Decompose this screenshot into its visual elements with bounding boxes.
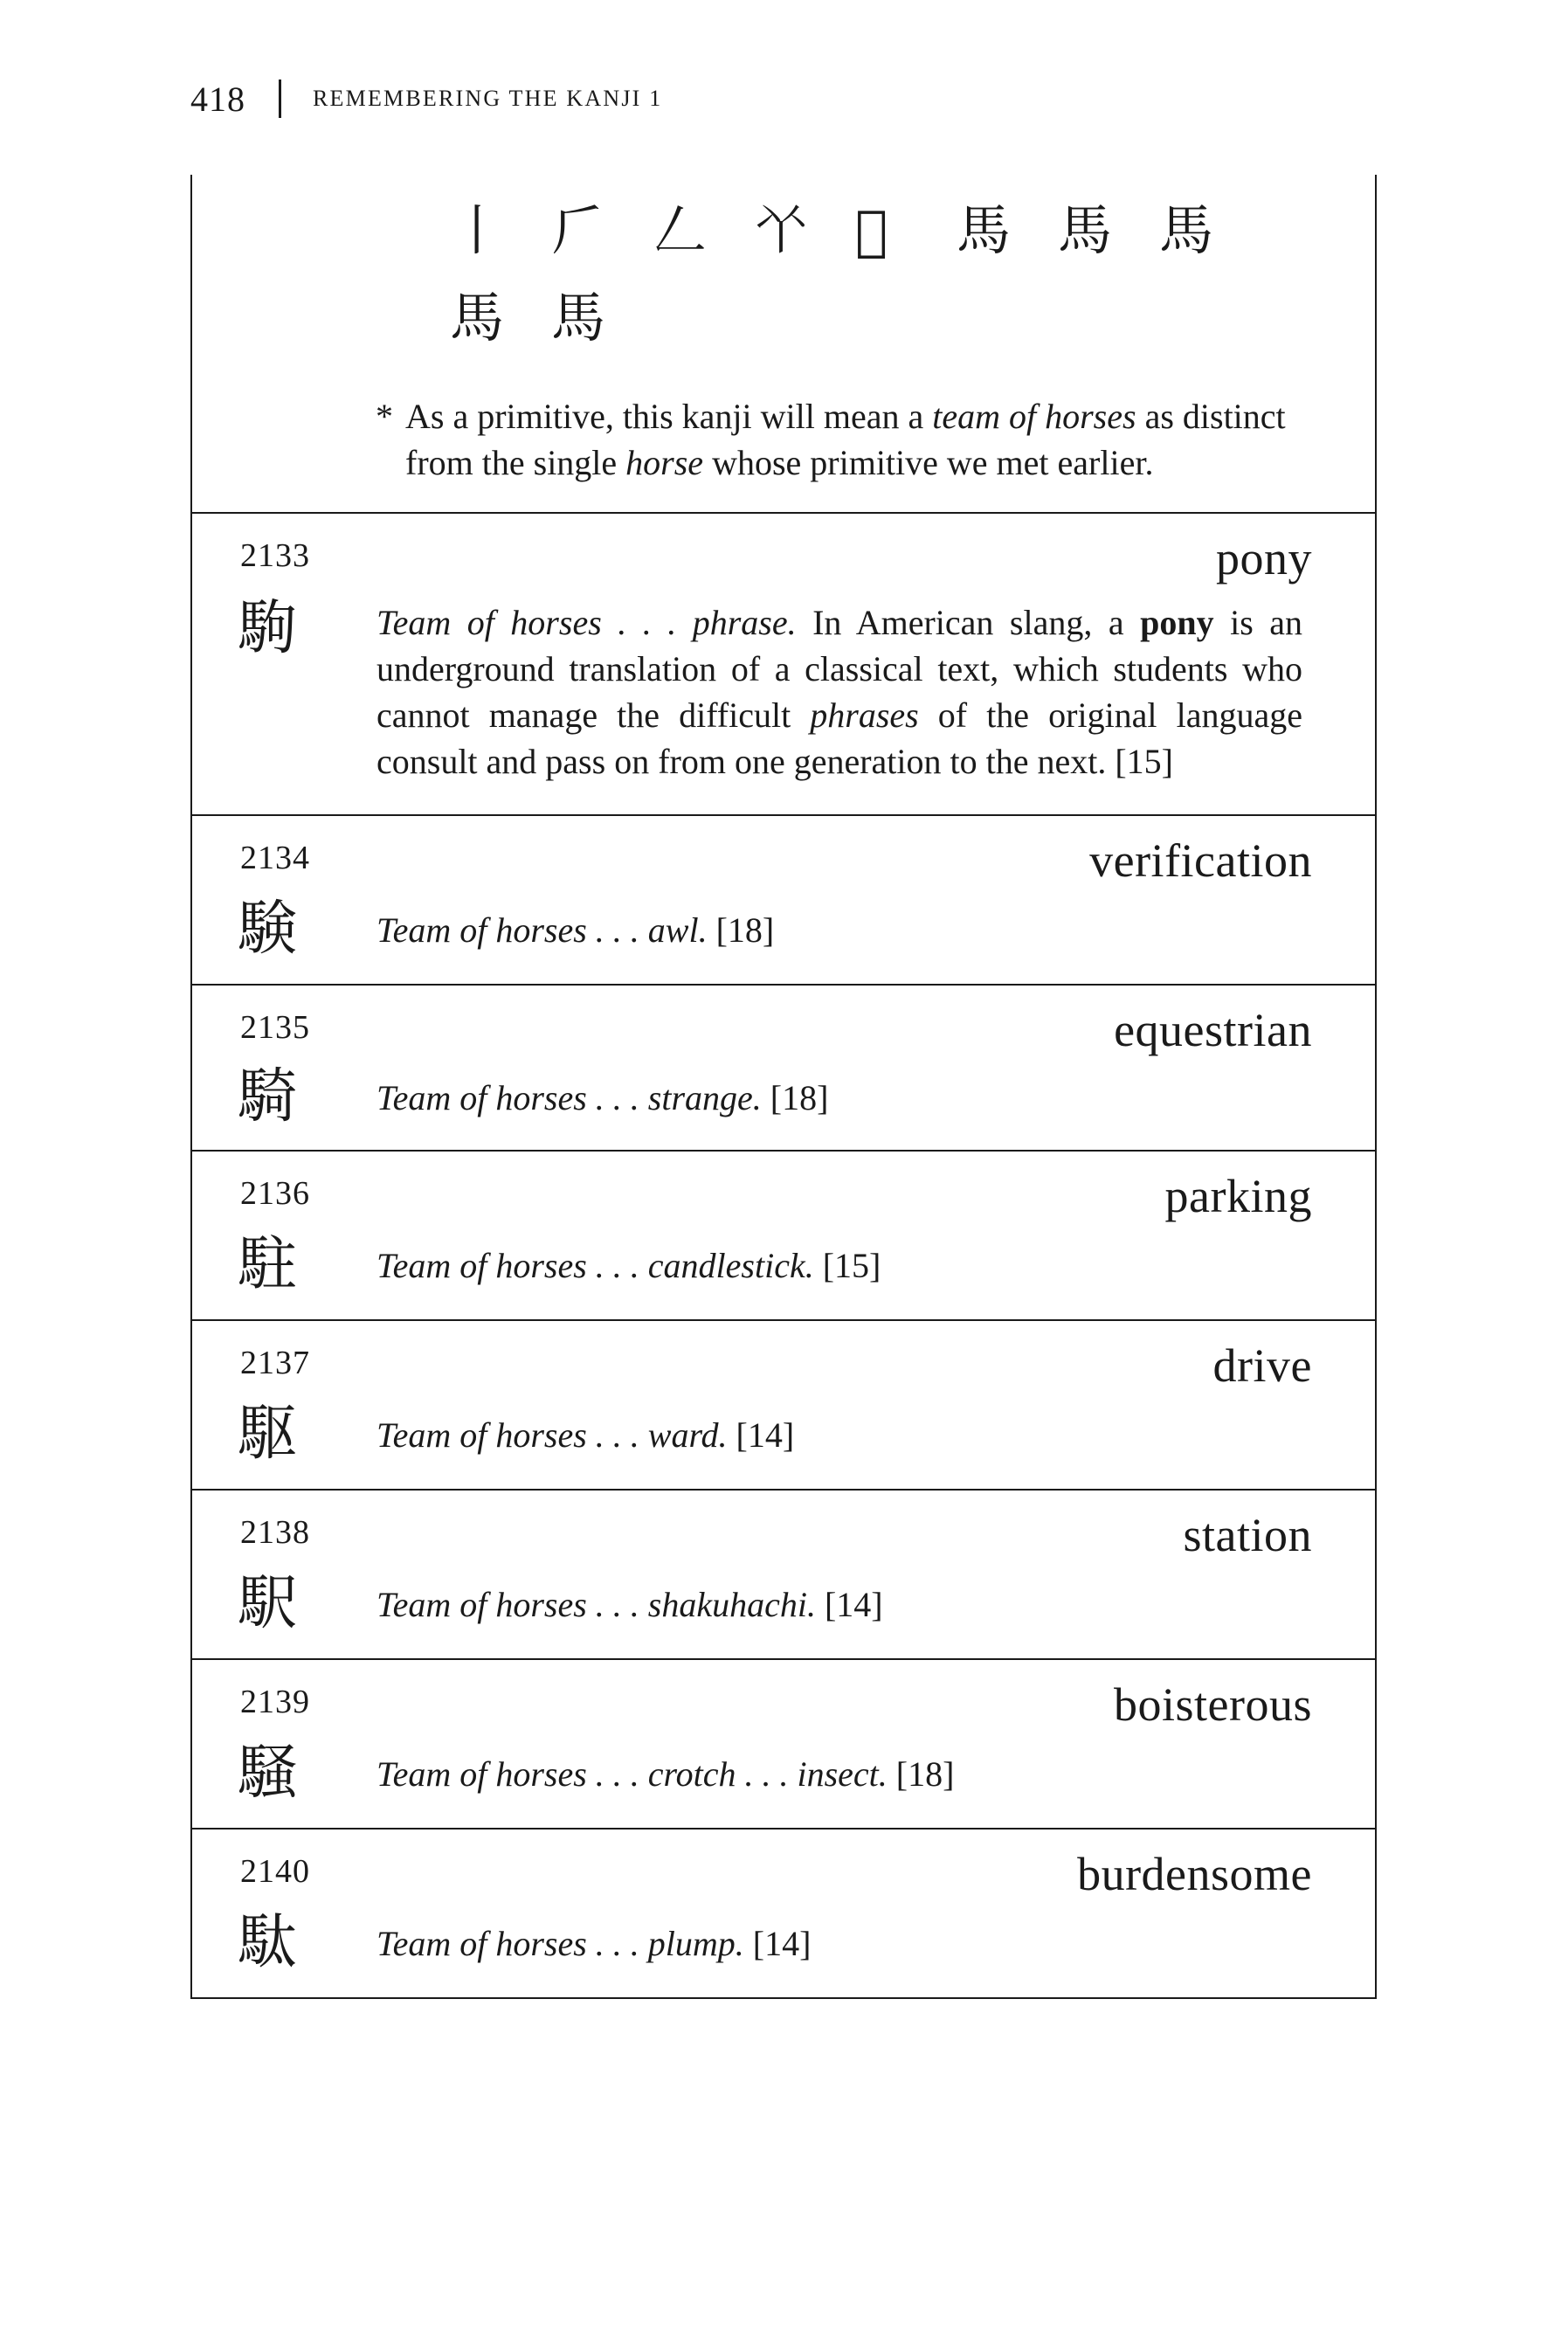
page-number: 418	[190, 79, 245, 119]
story-italic: Team of horses . . . awl.	[376, 910, 708, 950]
story-text: In American slang, a	[796, 603, 1141, 642]
kanji-entry	[192, 1491, 1375, 1660]
note-italic-horse: horse	[625, 443, 704, 482]
kanji-entry	[192, 986, 1375, 1152]
kanji-entry	[192, 1830, 1375, 1999]
kanji-entry	[192, 816, 1375, 986]
keyword: equestrian	[1114, 1004, 1312, 1056]
story-italic: Team of horses . . . ward.	[376, 1415, 728, 1455]
stroke-step-3: 𠃋	[653, 198, 708, 262]
primitive-note	[376, 393, 1331, 486]
note-text: as distinct from the single	[405, 397, 1286, 482]
kanji-entry	[192, 1152, 1375, 1321]
keyword: drive	[1212, 1339, 1312, 1392]
stroke-step-6: 馬	[957, 198, 1012, 262]
story-text: of the original language consult and pass on from one generation to the next. [15]	[376, 695, 1302, 781]
stroke-count: [14]	[815, 1585, 883, 1624]
stroke-count: [18]	[887, 1754, 955, 1794]
frame-number: 2139	[240, 1684, 310, 1720]
story-italic: Team of horses . . . phrase.	[376, 603, 797, 642]
kanji-character: 験	[238, 895, 298, 964]
entry-story	[376, 1751, 1302, 1797]
stroke-step-7: 馬	[1058, 198, 1113, 262]
keyword: boisterous	[1114, 1678, 1312, 1731]
note-text: whose primitive we met earlier.	[703, 443, 1154, 482]
kanji-entry	[192, 1321, 1375, 1491]
note-italic-team-of-horses: team of horses	[932, 397, 1136, 436]
stroke-step-5: 𠂡	[855, 198, 888, 262]
header-divider	[279, 80, 281, 118]
kanji-character: 騒	[238, 1739, 298, 1808]
entry-story	[376, 599, 1302, 785]
kanji-character: 駅	[238, 1569, 298, 1638]
frame-number: 2138	[240, 1514, 310, 1551]
stroke-step-4: 𠁥	[754, 198, 809, 262]
keyword: station	[1183, 1509, 1312, 1561]
running-title: REMEMBERING THE KANJI 1	[313, 86, 663, 111]
keyword: burdensome	[1077, 1848, 1312, 1900]
kanji-entries-frame	[190, 175, 1377, 1999]
kanji-character: 駆	[238, 1400, 298, 1469]
kanji-character: 騎	[238, 1062, 298, 1131]
story-italic: Team of horses . . . shakuhachi.	[376, 1585, 816, 1624]
story-text: is an underground translation of a classical text, which students who cannot manage the difficult	[376, 603, 1303, 735]
entry-story	[376, 1242, 1302, 1289]
stroke-order-sequence	[450, 197, 1288, 352]
frame-number: 2135	[240, 1009, 310, 1046]
stroke-count: [18]	[761, 1078, 829, 1117]
keyword: pony	[1216, 532, 1312, 584]
stroke-step-8: 馬	[1159, 198, 1214, 262]
story-italic: Team of horses . . . strange.	[376, 1078, 762, 1117]
story-italic: Team of horses . . . candlestick.	[376, 1246, 814, 1285]
story-bold-keyword: pony	[1140, 603, 1214, 642]
stroke-order-block	[192, 175, 1375, 514]
entry-story	[376, 1412, 1302, 1458]
stroke-count: [14]	[727, 1415, 795, 1455]
kanji-entry	[192, 514, 1375, 816]
keyword: parking	[1164, 1170, 1312, 1222]
frame-number: 2140	[240, 1853, 310, 1890]
keyword: verification	[1089, 834, 1312, 887]
stroke-step-9: 馬	[450, 286, 505, 349]
entry-story	[376, 1075, 1302, 1121]
frame-number: 2133	[240, 537, 310, 574]
note-text: As a primitive, this kanji will mean a	[405, 397, 933, 436]
story-italic: Team of horses . . . crotch . . . insect.	[376, 1754, 888, 1794]
kanji-character: 駄	[238, 1908, 298, 1977]
story-italic: Team of horses . . . plump.	[376, 1924, 744, 1963]
kanji-entry	[192, 1660, 1375, 1830]
frame-number: 2136	[240, 1175, 310, 1212]
stroke-step-2: 𠂆	[551, 198, 606, 262]
story-italic: phrases	[810, 695, 919, 735]
stroke-count: [15]	[813, 1246, 881, 1285]
note-asterisk: *	[376, 397, 393, 436]
entry-story	[376, 1581, 1302, 1628]
kanji-character: 駐	[238, 1230, 298, 1299]
frame-number: 2134	[240, 840, 310, 876]
stroke-step-1: 丨	[450, 198, 505, 262]
entry-story	[376, 907, 1302, 953]
stroke-count: [18]	[707, 910, 775, 950]
kanji-character: 駒	[238, 594, 298, 663]
entry-story	[376, 1920, 1302, 1967]
frame-number: 2137	[240, 1345, 310, 1381]
stroke-count: [14]	[743, 1924, 812, 1963]
running-header	[190, 77, 662, 121]
stroke-step-10: 馬	[551, 286, 606, 349]
